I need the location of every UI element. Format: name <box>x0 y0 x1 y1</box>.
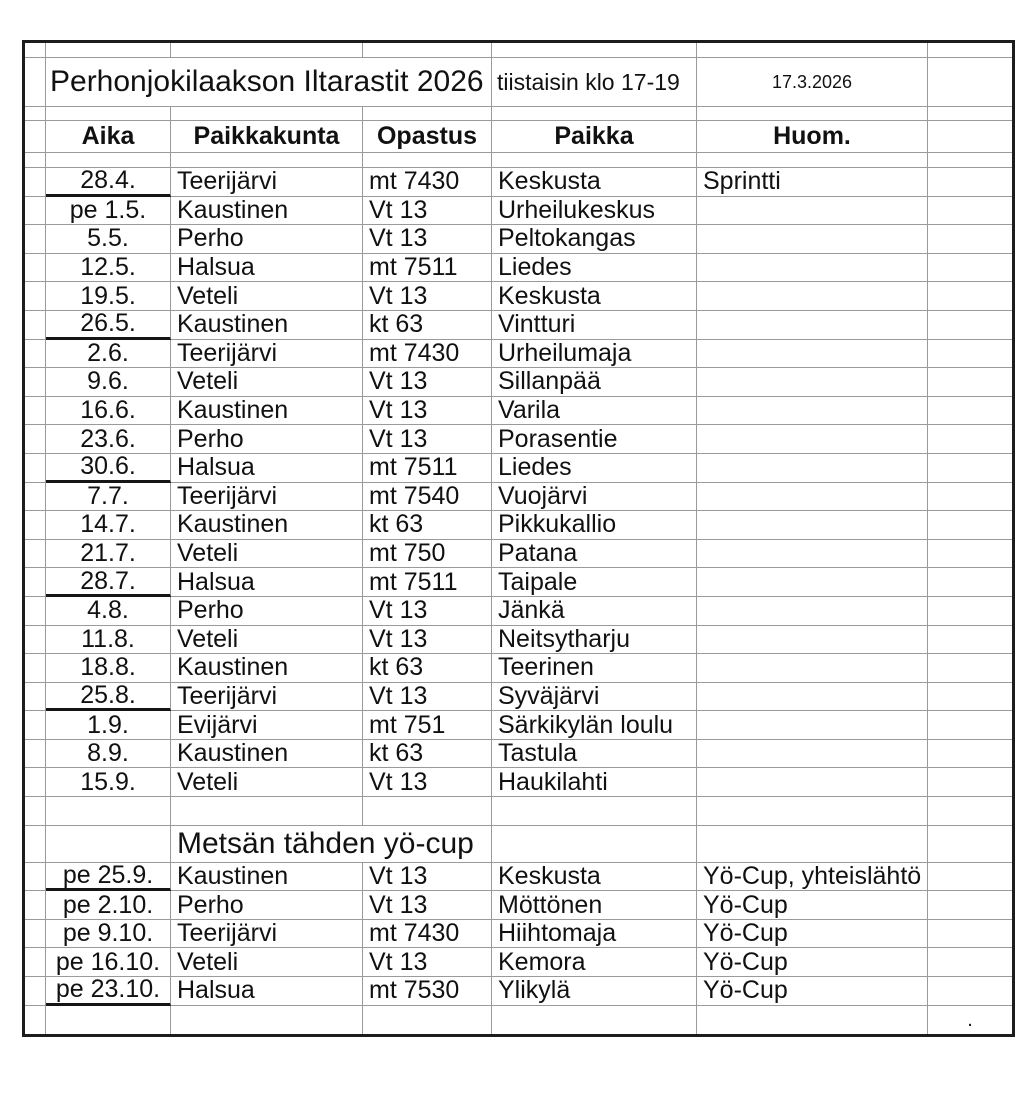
cell-aika: 26.5. <box>46 311 171 340</box>
row-margin-cell <box>928 863 1012 892</box>
row-margin-cell <box>928 168 1012 197</box>
cell-huom <box>697 454 928 483</box>
spacer-row <box>25 153 1012 168</box>
cell-paikka: Keskusta <box>492 863 697 892</box>
cell-huom <box>697 311 928 340</box>
table-row <box>25 597 1012 626</box>
cell-aika: 7.7. <box>46 483 171 512</box>
row-margin-cell <box>928 254 1012 283</box>
cell-huom: Yö-Cup, yhteislähtö <box>697 863 928 892</box>
row-margin-cell <box>928 225 1012 254</box>
column-header-huom: Huom. <box>697 121 928 153</box>
bottom-row <box>25 1006 1012 1034</box>
cell-aika: 4.8. <box>46 597 171 626</box>
cell-aika: 11.8. <box>46 626 171 655</box>
cell-opastus: Vt 13 <box>363 368 492 397</box>
cell-paikka: Teerinen <box>492 654 697 683</box>
cell-aika: 2.6. <box>46 340 171 369</box>
cell-huom <box>697 425 928 454</box>
cell-paikka: Liedes <box>492 254 697 283</box>
cell-huom <box>697 768 928 797</box>
cell-paikkakunta: Teerijärvi <box>171 683 363 712</box>
cell-paikkakunta: Kaustinen <box>171 397 363 426</box>
cup-events <box>25 860 1012 1006</box>
cell-paikka: Peltokangas <box>492 225 697 254</box>
section-header-row <box>25 826 1012 863</box>
cell-paikkakunta: Perho <box>171 597 363 626</box>
cell-paikkakunta: Kaustinen <box>171 311 363 340</box>
cell-aika: 28.4. <box>46 168 171 197</box>
cell-paikka: Syväjärvi <box>492 683 697 712</box>
row-margin-cell <box>928 425 1012 454</box>
cell-huom <box>697 368 928 397</box>
cell-paikkakunta: Halsua <box>171 254 363 283</box>
cell-aika: 12.5. <box>46 254 171 283</box>
cell-paikka: Varila <box>492 397 697 426</box>
table-row <box>25 680 1012 712</box>
schedule-table <box>22 40 1015 1037</box>
cell-paikka: Taipale <box>492 568 697 597</box>
cell-paikkakunta: Kaustinen <box>171 511 363 540</box>
table-row <box>25 425 1012 454</box>
row-margin-cell <box>928 891 1012 920</box>
row-margin-cell <box>25 683 46 712</box>
cell-aika: pe 9.10. <box>46 920 171 949</box>
cell-opastus: Vt 13 <box>363 282 492 311</box>
row-margin-cell <box>25 626 46 655</box>
table-row <box>25 626 1012 655</box>
row-margin-cell <box>25 425 46 454</box>
cell-paikka: Urheilumaja <box>492 340 697 369</box>
cell-paikkakunta: Teerijärvi <box>171 340 363 369</box>
row-margin-cell <box>928 920 1012 949</box>
cell-opastus: Vt 13 <box>363 425 492 454</box>
cell-opastus: mt 7511 <box>363 568 492 597</box>
cell-paikka: Haukilahti <box>492 768 697 797</box>
table-row <box>25 768 1012 797</box>
cell-huom: Yö-Cup <box>697 977 928 1006</box>
page-title: Perhonjokilaakson Iltarastit 2026 <box>46 58 492 107</box>
cell-paikkakunta: Perho <box>171 425 363 454</box>
row-margin-cell <box>25 920 46 949</box>
table-row <box>25 540 1012 569</box>
cell-opastus: Vt 13 <box>363 863 492 892</box>
row-margin-cell <box>928 626 1012 655</box>
table-row <box>25 368 1012 397</box>
cell-huom: Yö-Cup <box>697 948 928 977</box>
cell-opastus: Vt 13 <box>363 948 492 977</box>
column-header-opastus: Opastus <box>363 121 492 153</box>
row-margin-cell <box>928 368 1012 397</box>
cell-huom <box>697 683 928 712</box>
spacer-row <box>25 107 1012 121</box>
table-row <box>25 311 1012 340</box>
table-row <box>25 254 1012 283</box>
cell-opastus: mt 750 <box>363 540 492 569</box>
cell-opastus: Vt 13 <box>363 397 492 426</box>
spacer-row <box>25 43 1012 58</box>
cell-paikkakunta: Halsua <box>171 568 363 597</box>
cell-paikkakunta: Veteli <box>171 368 363 397</box>
column-header-paikka: Paikka <box>492 121 697 153</box>
cell-paikkakunta: Perho <box>171 891 363 920</box>
row-margin-cell <box>928 340 1012 369</box>
cell-huom <box>697 626 928 655</box>
table-row <box>25 340 1012 369</box>
table-row <box>25 711 1012 740</box>
cell-huom <box>697 282 928 311</box>
cell-huom <box>697 340 928 369</box>
date-stamp: 17.3.2026 <box>697 58 928 107</box>
table-row <box>25 397 1012 426</box>
cell-aika: 15.9. <box>46 768 171 797</box>
row-margin-cell <box>928 568 1012 597</box>
row-margin-cell <box>25 197 46 226</box>
table-row <box>25 948 1012 977</box>
row-margin-cell <box>928 654 1012 683</box>
table-row <box>25 454 1012 483</box>
cell-opastus: kt 63 <box>363 311 492 340</box>
cell-paikkakunta: Teerijärvi <box>171 920 363 949</box>
footer-dot: . <box>967 1008 973 1031</box>
row-margin-cell <box>928 540 1012 569</box>
cell-paikka: Vintturi <box>492 311 697 340</box>
cell-paikka: Kemora <box>492 948 697 977</box>
cell-aika: 9.6. <box>46 368 171 397</box>
cell-aika: pe 16.10. <box>46 948 171 977</box>
row-margin-cell <box>25 454 46 483</box>
row-margin-cell <box>928 977 1012 1006</box>
row-margin-cell <box>928 740 1012 769</box>
page-subtitle: tiistaisin klo 17-19 <box>492 58 697 107</box>
row-margin-cell <box>25 511 46 540</box>
row-margin-cell <box>25 768 46 797</box>
cell-paikka: Sillanpää <box>492 368 697 397</box>
row-margin-cell <box>928 683 1012 712</box>
cell-paikka: Keskusta <box>492 168 697 197</box>
cell-aika: 23.6. <box>46 425 171 454</box>
row-margin-cell <box>25 397 46 426</box>
row-margin-cell <box>928 768 1012 797</box>
row-margin-cell <box>25 711 46 740</box>
cell-opastus: kt 63 <box>363 654 492 683</box>
cell-paikka: Urheilukeskus <box>492 197 697 226</box>
table-row <box>25 891 1012 920</box>
cell-paikkakunta: Halsua <box>171 454 363 483</box>
cell-paikka: Möttönen <box>492 891 697 920</box>
cell-paikkakunta: Kaustinen <box>171 740 363 769</box>
row-margin-cell <box>25 568 46 597</box>
cell-opastus: mt 7430 <box>363 168 492 197</box>
cell-opastus: mt 7511 <box>363 454 492 483</box>
column-header-aika: Aika <box>46 121 171 153</box>
cell-paikkakunta: Evijärvi <box>171 711 363 740</box>
cell-paikka: Ylikylä <box>492 977 697 1006</box>
cell-paikkakunta: Veteli <box>171 768 363 797</box>
cell-paikka: Vuojärvi <box>492 483 697 512</box>
cell-aika: pe 25.9. <box>46 863 171 892</box>
table-row <box>25 197 1012 226</box>
cell-aika: 28.7. <box>46 568 171 597</box>
cell-opastus: mt 751 <box>363 711 492 740</box>
cell-paikkakunta: Kaustinen <box>171 654 363 683</box>
cell-huom <box>697 654 928 683</box>
row-margin-cell <box>928 282 1012 311</box>
cell-opastus: kt 63 <box>363 511 492 540</box>
row-margin-cell <box>928 948 1012 977</box>
table-row <box>25 282 1012 311</box>
cell-huom <box>697 511 928 540</box>
cell-huom <box>697 711 928 740</box>
cell-paikka: Tastula <box>492 740 697 769</box>
cell-opastus: Vt 13 <box>363 597 492 626</box>
cell-opastus: Vt 13 <box>363 891 492 920</box>
row-margin-cell <box>928 397 1012 426</box>
cell-opastus: mt 7511 <box>363 254 492 283</box>
cell-aika: 14.7. <box>46 511 171 540</box>
cell-paikka: Särkikylän loulu <box>492 711 697 740</box>
row-margin-cell <box>25 282 46 311</box>
cell-opastus: Vt 13 <box>363 768 492 797</box>
table-row <box>25 483 1012 512</box>
table-row <box>25 225 1012 254</box>
row-margin-cell <box>928 597 1012 626</box>
row-margin-cell <box>25 863 46 892</box>
cell-huom: Yö-Cup <box>697 920 928 949</box>
row-margin-cell <box>928 454 1012 483</box>
cell-paikkakunta: Veteli <box>171 948 363 977</box>
cell-aika: 5.5. <box>46 225 171 254</box>
cell-aika: pe 1.5. <box>46 197 171 226</box>
row-margin-cell <box>928 311 1012 340</box>
cell-opastus: mt 7430 <box>363 920 492 949</box>
cell-huom <box>697 568 928 597</box>
cell-huom <box>697 740 928 769</box>
cell-aika: 8.9. <box>46 740 171 769</box>
row-margin-cell <box>25 740 46 769</box>
cell-huom <box>697 197 928 226</box>
cell-aika: 21.7. <box>46 540 171 569</box>
title-row <box>25 58 1012 107</box>
row-margin-cell <box>25 311 46 340</box>
row-margin-cell <box>25 540 46 569</box>
cell-huom <box>697 483 928 512</box>
cell-huom: Sprintti <box>697 168 928 197</box>
row-margin-cell <box>25 891 46 920</box>
table-row <box>25 654 1012 683</box>
column-header-row <box>25 121 1012 153</box>
section-title: Metsän tähden yö-cup <box>171 826 492 863</box>
cell-aika: 25.8. <box>46 683 171 712</box>
row-margin-cell <box>25 368 46 397</box>
table-row <box>25 168 1012 197</box>
cell-opastus: Vt 13 <box>363 626 492 655</box>
cell-huom <box>697 397 928 426</box>
empty-row <box>25 797 1012 826</box>
cell-paikkakunta: Halsua <box>171 977 363 1006</box>
cell-huom <box>697 254 928 283</box>
cell-huom: Yö-Cup <box>697 891 928 920</box>
row-margin-cell <box>25 254 46 283</box>
row-margin-cell <box>928 711 1012 740</box>
cell-paikkakunta: Kaustinen <box>171 197 363 226</box>
row-margin-cell <box>25 483 46 512</box>
cell-opastus: Vt 13 <box>363 225 492 254</box>
table-row <box>25 977 1012 1006</box>
table-row <box>25 920 1012 949</box>
cell-paikka: Keskusta <box>492 282 697 311</box>
row-margin-cell <box>25 340 46 369</box>
cell-paikka: Patana <box>492 540 697 569</box>
cell-opastus: mt 7530 <box>363 977 492 1006</box>
cell-paikkakunta: Veteli <box>171 626 363 655</box>
cell-paikka: Liedes <box>492 454 697 483</box>
cell-paikkakunta: Veteli <box>171 282 363 311</box>
cell-huom <box>697 225 928 254</box>
cell-opastus: Vt 13 <box>363 683 492 712</box>
row-margin-cell <box>928 511 1012 540</box>
cell-opastus: mt 7430 <box>363 340 492 369</box>
cell-aika: 18.8. <box>46 654 171 683</box>
row-margin-cell <box>928 483 1012 512</box>
row-margin-cell <box>25 948 46 977</box>
cell-huom <box>697 540 928 569</box>
cell-paikka: Neitsytharju <box>492 626 697 655</box>
cell-opastus: mt 7540 <box>363 483 492 512</box>
row-margin-cell <box>25 977 46 1006</box>
row-margin-cell <box>928 197 1012 226</box>
cell-paikkakunta: Kaustinen <box>171 863 363 892</box>
table-row <box>25 740 1012 769</box>
table-row <box>25 860 1012 892</box>
cell-aika: pe 2.10. <box>46 891 171 920</box>
cell-paikka: Jänkä <box>492 597 697 626</box>
cell-huom <box>697 597 928 626</box>
cell-aika: 1.9. <box>46 711 171 740</box>
table-row <box>25 568 1012 597</box>
cell-aika: pe 23.10. <box>46 977 171 1006</box>
main-events <box>25 168 1012 797</box>
cell-paikkakunta: Perho <box>171 225 363 254</box>
row-margin-cell <box>25 225 46 254</box>
cell-paikka: Porasentie <box>492 425 697 454</box>
row-margin-cell <box>25 654 46 683</box>
cell-paikkakunta: Teerijärvi <box>171 483 363 512</box>
cell-aika: 19.5. <box>46 282 171 311</box>
cell-opastus: Vt 13 <box>363 197 492 226</box>
cell-aika: 16.6. <box>46 397 171 426</box>
cell-paikkakunta: Veteli <box>171 540 363 569</box>
cell-opastus: kt 63 <box>363 740 492 769</box>
cell-paikkakunta: Teerijärvi <box>171 168 363 197</box>
cell-aika: 30.6. <box>46 454 171 483</box>
cell-paikka: Hiihtomaja <box>492 920 697 949</box>
table-row <box>25 511 1012 540</box>
row-margin-cell <box>25 168 46 197</box>
cell-paikka: Pikkukallio <box>492 511 697 540</box>
column-header-paikkakunta: Paikkakunta <box>171 121 363 153</box>
row-margin-cell <box>25 597 46 626</box>
